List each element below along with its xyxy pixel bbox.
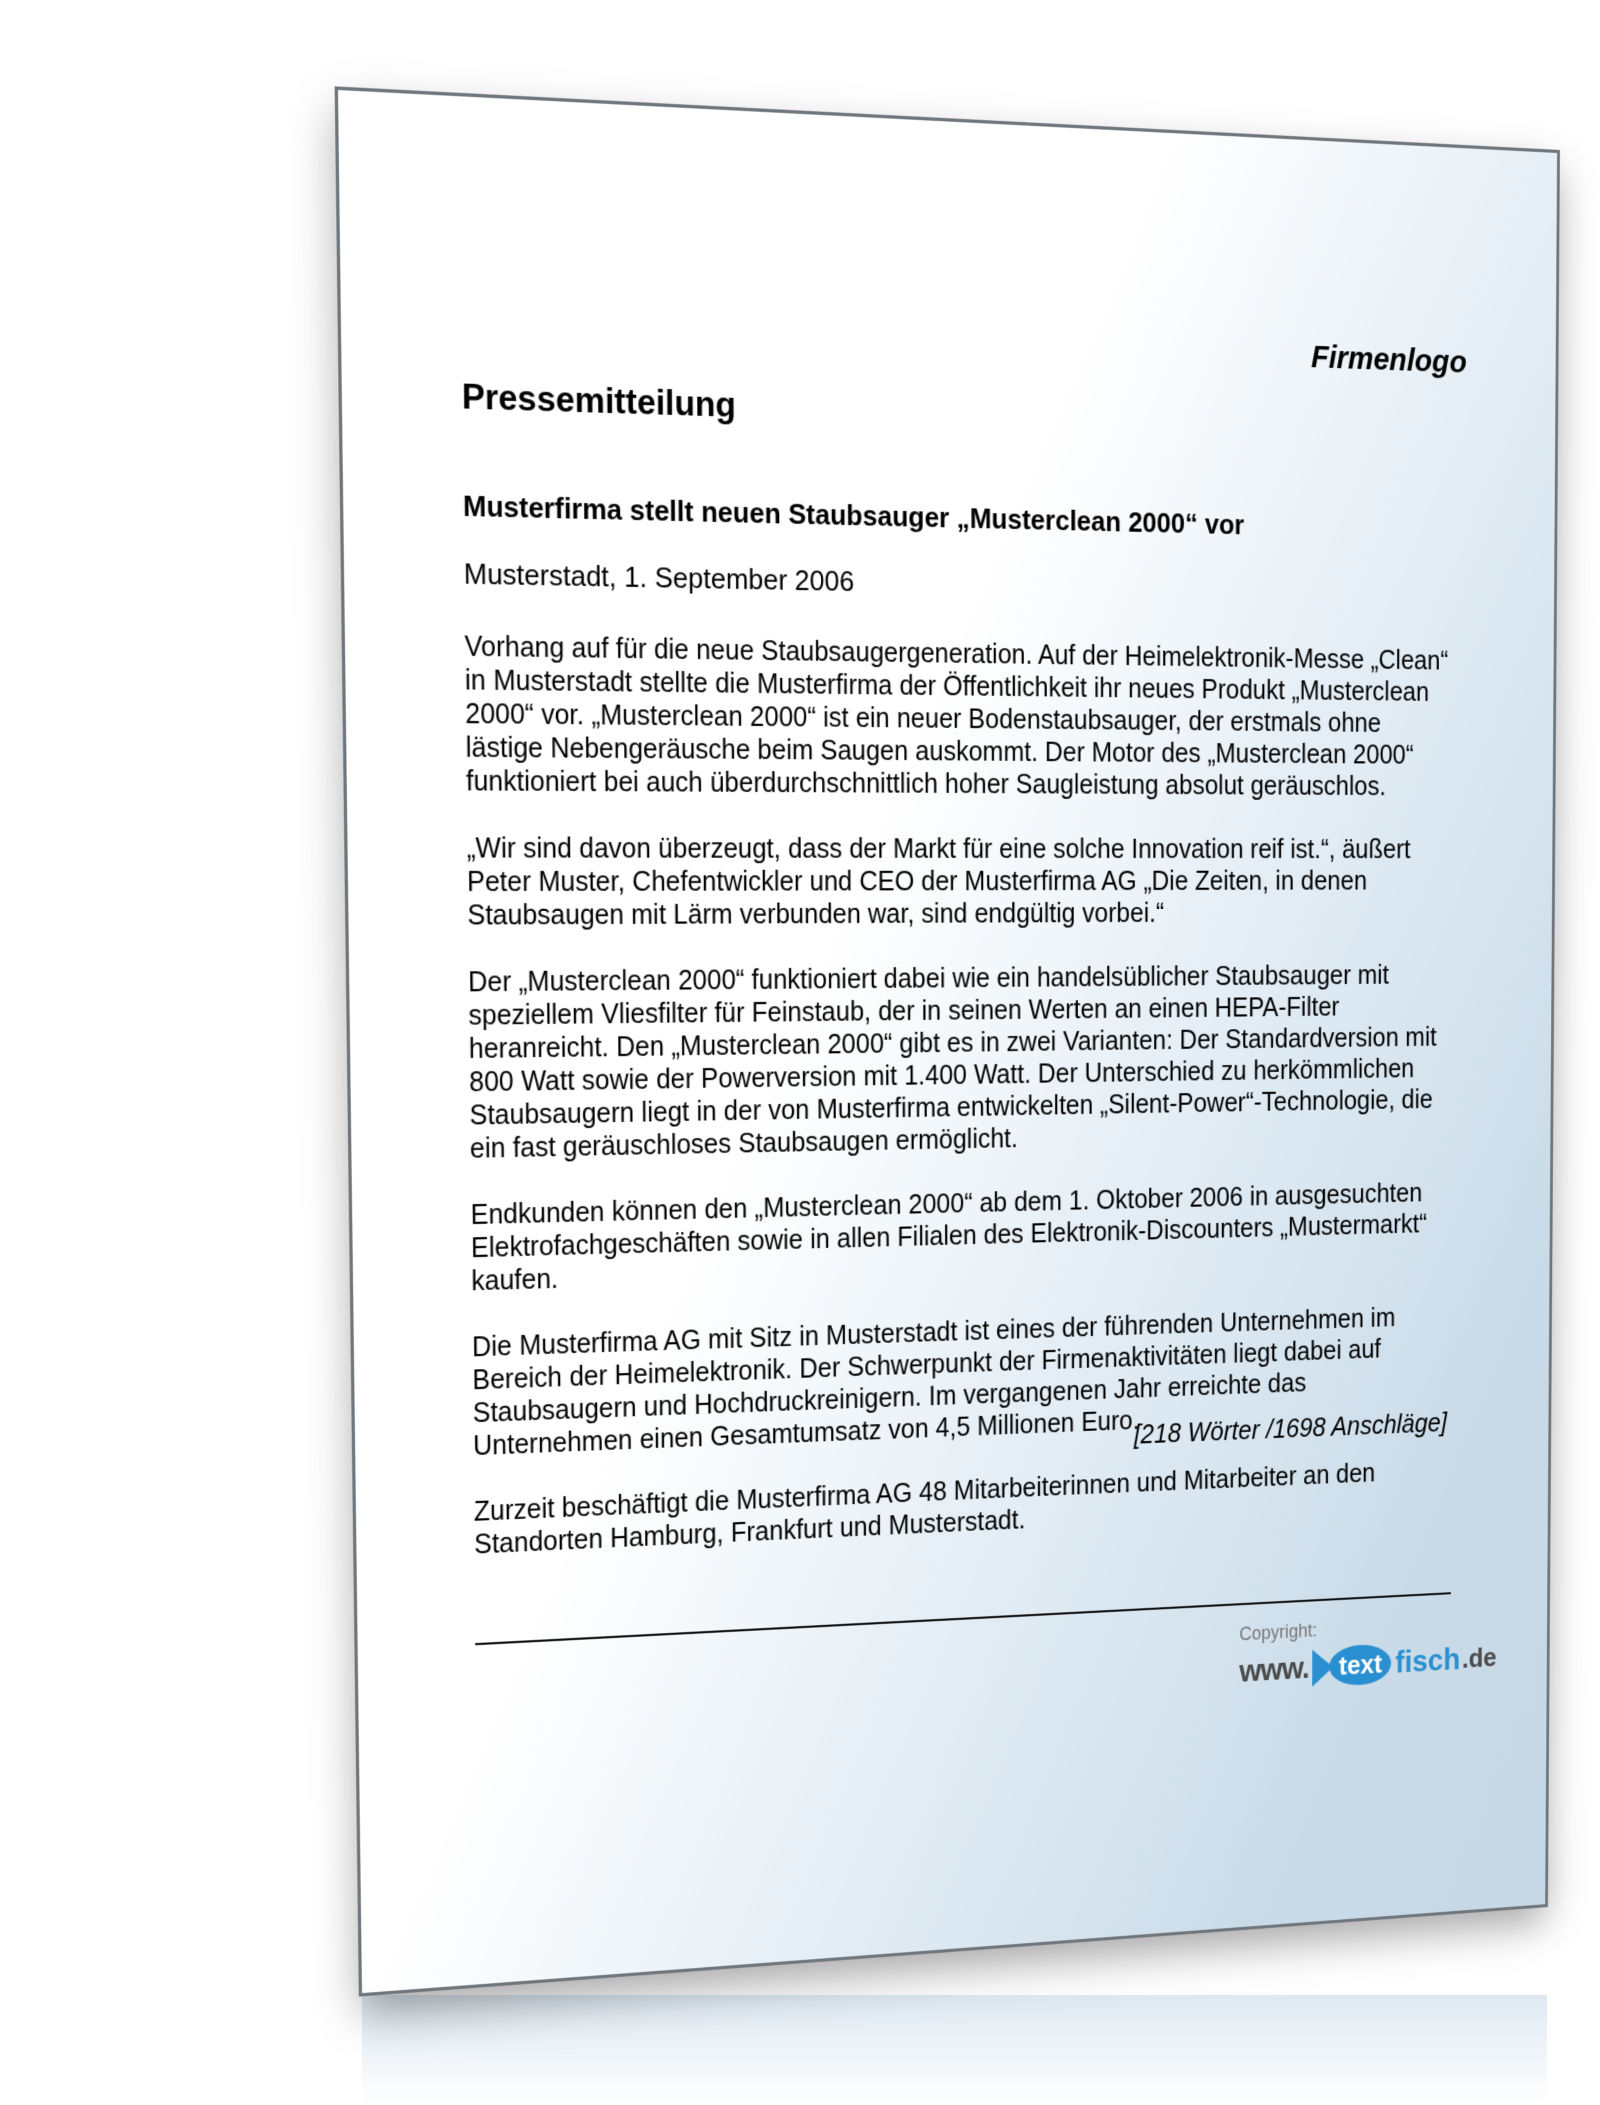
- brand-suffix: fisch: [1395, 1642, 1461, 1680]
- fish-icon: [1312, 1643, 1391, 1687]
- brand-tld: .de: [1461, 1641, 1497, 1674]
- paragraph: „Wir sind davon überzeugt, dass der Markt für eine solche Innovation reif ist.“, äußert Peter Muster, Chefentwickler und CEO der Musterfirma AG „Die Zeiten, in denen Staubsaugen mit Lärm verbunden war, sind endgültig vorbei.“: [466, 832, 1411, 932]
- paragraph: Der „Musterclean 2000“ funktioniert dabei wie ein handelsüblicher Staubsauger mit speziellem Vliesfilter für Feinstaub, der in seinen Werten an einen HEPA-Filter heranreicht. Den „Musterclean 2000“ gibt es in zwei Varianten: Der Standardversion mit 800 Watt sowie der Powerversion mit 1.400 Watt. Der Unterschied zu herkömmlichen Staubsaugern liegt in der von Musterfirma entwickelten „Silent-Power“-Technologie, die ein fast geräuschloses Staubsaugen ermöglicht.: [467, 960, 1437, 1165]
- textfisch-logo: [1239, 1637, 1497, 1692]
- word-count: [218 Wörter /1698 Anschläge]: [1133, 1408, 1448, 1450]
- document-title: Pressemitteilung: [461, 375, 736, 425]
- press-body: [464, 630, 1451, 1594]
- brand-fish-text: text: [1329, 1643, 1391, 1686]
- page-reflection: [362, 1995, 1547, 2105]
- paragraph: Endkunden können den „Musterclean 2000“ ab dem 1. Oktober 2006 in ausgesuchten Elektrofachgeschäften sowie in allen Filialen des Elektronik-Discounters „Mustermarkt“ kaufen.: [470, 1178, 1428, 1297]
- paragraph: Vorhang auf für die neue Staubsaugergeneration. Auf der Heimelektronik-Messe „Clean“ in Musterstadt stellte die Musterfirma der Öffentlichkeit ihr neues Produkt „Musterclean 2000“ vor. „Musterclean 2000“ ist ein neuer Bodenstaubsauger, der erstmals ohne lästige Nebengeräusche beim Saugen auskommt. Der Motor des „Musterclean 2000“ funktioniert bei auch überdurchschnittlich hoher Saugleistung absolut geräuschlos.: [464, 630, 1449, 802]
- brand-prefix: www.: [1239, 1650, 1309, 1689]
- paragraph: Zurzeit beschäftigt die Musterfirma AG 48 Mitarbeiterinnen und Mitarbeiter an den Standorten Hamburg, Frankfurt und Musterstadt.: [473, 1458, 1376, 1561]
- company-logo-placeholder: Firmenlogo: [1310, 339, 1467, 381]
- copyright-label: Copyright:: [1239, 1619, 1318, 1645]
- dateline: Musterstadt, 1. September 2006: [463, 556, 855, 598]
- document-page: [338, 90, 1557, 1993]
- press-headline: Musterfirma stellt neuen Staubsauger „Musterclean 2000“ vor: [462, 488, 1245, 541]
- paragraph: Die Musterfirma AG mit Sitz in Musterstadt ist eines der führenden Unternehmen im Bereich der Heimelektronik. Der Schwerpunkt der Firmenaktivitäten liegt dabei auf Staubsaugern und Hochdruckreinigern. Im vergangenen Jahr erreichte das Unternehmen einen Gesamtumsatz von 4,5 Millionen Euro.: [471, 1303, 1396, 1462]
